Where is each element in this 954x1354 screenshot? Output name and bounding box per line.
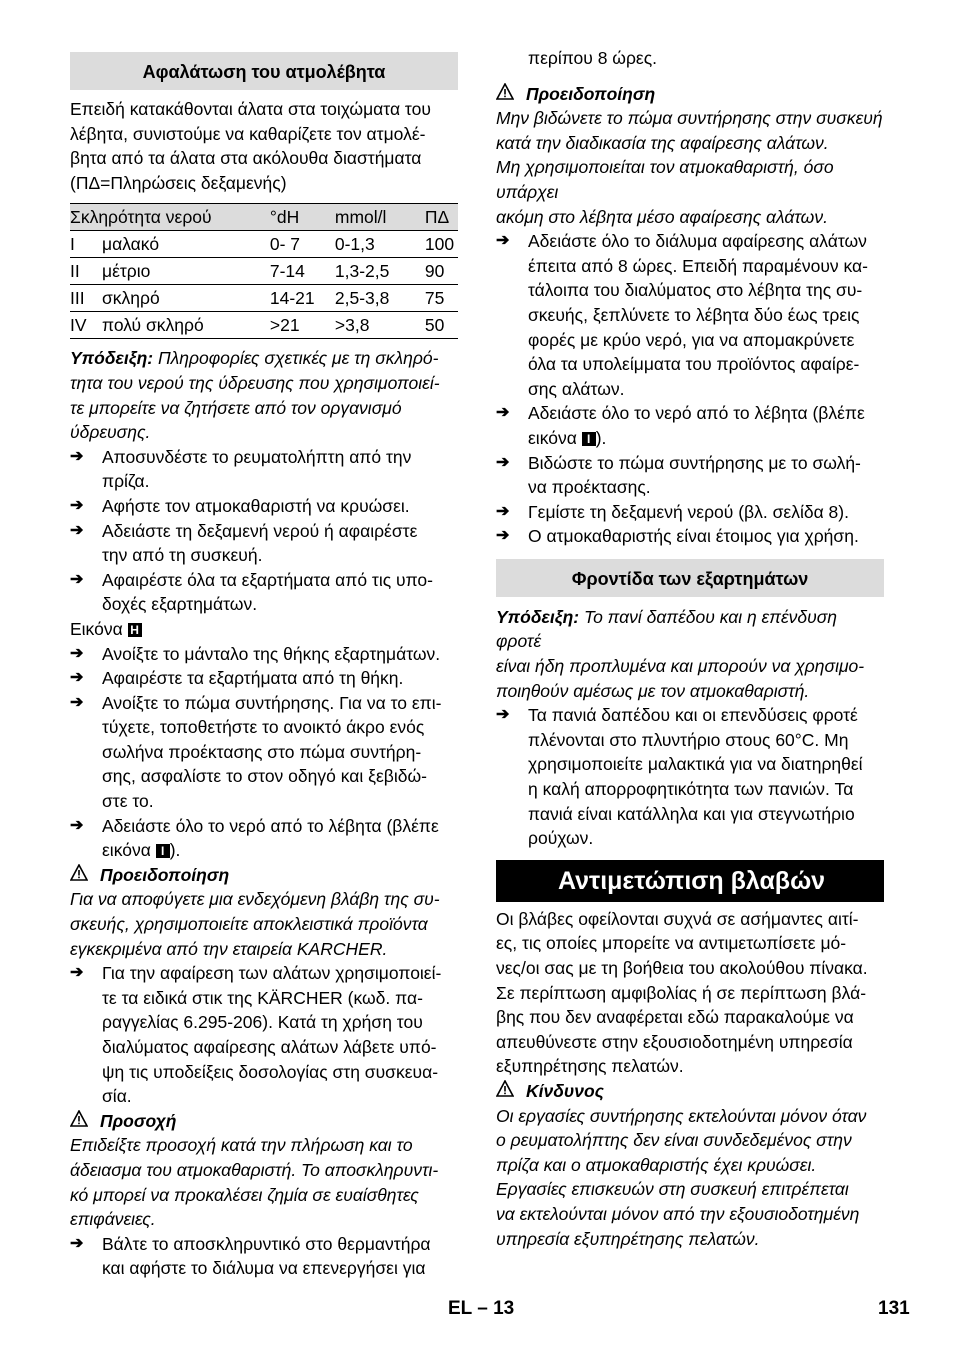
- arrow-right-icon: ➔: [496, 502, 510, 520]
- section-title-descaling: Αφαλάτωση του ατμολέβητα: [70, 52, 458, 90]
- arrow-right-icon: ➔: [70, 496, 84, 514]
- note-line: [496, 605, 884, 654]
- table-row: [70, 285, 458, 312]
- bullet-item: [70, 961, 458, 1109]
- table-header-cell: mmol/l: [335, 204, 425, 231]
- bullet-line: τάλοιπα του διαλύματος στο λέβητα της συ-: [528, 280, 863, 301]
- table-cell: 50: [425, 312, 458, 339]
- left-column: [70, 0, 458, 1281]
- table-cell: I: [70, 231, 102, 258]
- warning-line: Για να αποφύγετε μια ενδεχόμενη βλάβη της συ-: [70, 889, 440, 910]
- arrow-right-icon: ➔: [70, 521, 84, 539]
- bullet-line: πρίζα.: [102, 471, 150, 492]
- drain-text-3: ).: [595, 427, 607, 448]
- bullet-text: [102, 494, 458, 519]
- drain-text: Αδειάστε όλο το νερό από το λέβητα (βλέπε: [528, 403, 865, 424]
- bullet-list-finish: [496, 451, 884, 549]
- bullet-text: [528, 229, 884, 401]
- bullet-item: [496, 703, 884, 851]
- trouble-line: απευθύνεστε στην εξουσιοδοτημένη υπηρεσία: [496, 1031, 853, 1052]
- arrow-right-icon: ➔: [70, 644, 84, 662]
- bullet-line: Βάλτε το αποσκληρυντικό στο θερμαντήρα: [102, 1233, 431, 1254]
- note-text: τητα του νερού της ύδρευσης που χρησιμοποιεί-: [70, 372, 440, 393]
- table-row: [70, 231, 458, 258]
- warning-line: κό μπορεί να προκαλέσει ζημία σε ευαίσθητες: [70, 1184, 419, 1205]
- bullet-text: [102, 666, 458, 691]
- hardness-note: [70, 346, 458, 444]
- bullet-list-preparation: [70, 445, 458, 617]
- warning-line: Επιδείξτε προσοχή κατά την πλήρωση και το: [70, 1135, 413, 1156]
- warning-title: Κίνδυνος: [526, 1080, 604, 1101]
- arrow-right-icon: ➔: [496, 453, 510, 471]
- arrow-right-icon: ➔: [70, 1234, 84, 1252]
- section-title-accessory-care: Φροντίδα των εξαρτημάτων: [496, 559, 884, 597]
- bullet-line: όλα τα υπολείμματα του προϊόντος αφαίρε-: [528, 354, 860, 375]
- bullet-text: [528, 500, 884, 525]
- right-column: [496, 0, 884, 1251]
- continued-text: περίπου 8 ώρες.: [528, 48, 658, 68]
- bullet-line: Ανοίξτε το μάνταλο της θήκης εξαρτημάτων.: [102, 643, 441, 664]
- table-header-cell: ΠΔ: [425, 204, 458, 231]
- bullet-line: να προέκτασης.: [528, 477, 651, 498]
- bullet-text: [102, 568, 458, 617]
- bullet-item: [496, 524, 884, 549]
- bullet-line: σκευής, ξεπλύνετε το λέβητα δύο έως τρεις: [528, 304, 860, 325]
- arrow-right-icon: ➔: [70, 669, 84, 687]
- bullet-line: ρούχων.: [528, 828, 594, 849]
- table-cell: III: [70, 285, 102, 312]
- warning-triangle-icon: [496, 1079, 526, 1104]
- drain-text-3: ).: [169, 840, 181, 861]
- warning-line: σκευής, χρησιμοποιείτε αποκλειστικά προϊόντα: [70, 914, 428, 935]
- note-line: [70, 371, 458, 396]
- bullet-line: Αδειάστε όλο το διάλυμα αφαίρεσης αλάτων: [528, 231, 867, 252]
- footer-language: EL: [448, 1298, 472, 1319]
- arrow-right-icon: ➔: [70, 693, 84, 711]
- drain-text: Αδειάστε όλο το νερό από το λέβητα (βλέπε: [102, 815, 439, 836]
- warning-line: άδειασμα του ατμοκαθαριστή. Το αποσκληρυντι-: [70, 1159, 439, 1180]
- drain-text-2: εικόνα: [528, 427, 582, 448]
- bullet-line: σία.: [102, 1086, 132, 1107]
- bullet-line: τε τα ειδικά στικ της KÄRCHER (κωδ. πα-: [102, 987, 423, 1008]
- troubleshooting-intro: [496, 907, 884, 1079]
- table-cell: 1,3-2,5: [335, 258, 425, 285]
- warning-line: εγκεκριμένα από την εταιρεία KARCHER.: [70, 938, 388, 959]
- arrow-right-icon: ➔: [70, 447, 84, 465]
- trouble-line: εξυπηρέτησης πελατών.: [496, 1056, 684, 1077]
- warning-line: υπηρεσία εξυπηρέτησης πελατών.: [496, 1228, 760, 1249]
- bullet-item: [70, 666, 458, 691]
- warning-line: Οι εργασίες συντήρησης εκτελούνται μόνον όταν: [496, 1105, 867, 1126]
- bullet-line: διαλύματος αφαίρεσης αλάτων λάβετε υπό-: [102, 1037, 437, 1057]
- table-cell: 0-1,3: [335, 231, 425, 258]
- note-line: [70, 396, 458, 421]
- bullet-item: [70, 642, 458, 667]
- bullet-item: [70, 494, 458, 519]
- table-cell: μέτριο: [102, 258, 270, 285]
- arrow-right-icon: ➔: [70, 816, 84, 834]
- note-label: Υπόδειξη:: [70, 348, 154, 369]
- table-row: [70, 258, 458, 285]
- table-cell: 14-21: [270, 285, 335, 312]
- bullet-item: [70, 445, 458, 494]
- bullet-text: [102, 445, 458, 494]
- table-cell: 0- 7: [270, 231, 335, 258]
- trouble-line: Οι βλάβες οφείλονται συχνά σε ασήμαντες αιτί-: [496, 908, 859, 929]
- warning-heading: [496, 1079, 884, 1104]
- bullet-line: σωλήνα προέκτασης στο πώμα συντήρη-: [102, 741, 422, 762]
- bullet-line: Αποσυνδέστε το ρευματολήπτη από την: [102, 446, 412, 467]
- accessory-note: [496, 605, 884, 703]
- bullet-text: [102, 519, 458, 568]
- figure-reference: [70, 617, 458, 642]
- warning-line: Εργασίες επισκευών στη συσκευή επιτρέπεται: [496, 1179, 849, 1200]
- drain-text-2: εικόνα: [102, 840, 156, 861]
- bullet-text: [528, 524, 884, 549]
- bullet-line: πλένονται στο πλυντήριο στους 60°C. Μη: [528, 729, 849, 750]
- bullet-line: στε το.: [102, 791, 154, 812]
- note-line: [496, 679, 884, 704]
- bullet-line: φορές με κρύο νερό, για να απομακρύνετε: [528, 329, 855, 350]
- bullet-text: [102, 1232, 458, 1281]
- warning-title: Προειδοποίηση: [526, 83, 656, 104]
- trouble-line: ες, τις οποίες μπορείτε να αντιμετωπίσετε μό-: [496, 933, 847, 954]
- table-cell: >21: [270, 312, 335, 339]
- note-text: ποιηθούν αμέσως με τον ατμοκαθαριστή.: [496, 680, 810, 701]
- bullet-line: σης αλάτων.: [528, 378, 625, 399]
- warning-block: [70, 863, 458, 961]
- warning-block: [496, 82, 884, 230]
- bullet-text: [102, 961, 458, 1109]
- table-header-row: [70, 204, 458, 231]
- bullet-line: Ο ατμοκαθαριστής είναι έτοιμος για χρήση.: [528, 526, 859, 547]
- bullet-line: Ανοίξτε το πώμα συντήρησης. Για να το επι-: [102, 692, 442, 713]
- arrow-right-icon: ➔: [70, 570, 84, 588]
- bullet-line: πανιά είναι κατάλληλα και για στεγνωτήριο: [528, 803, 855, 824]
- arrow-right-icon: ➔: [496, 404, 510, 422]
- bullet-line: χρησιμοποιείτε μαλακτικά για να διατηρηθεί: [528, 754, 863, 775]
- note-text: Το πανί δαπέδου και η επένδυση φροτέ: [496, 606, 838, 652]
- intro-line: λέβητα, συνιστούμε να καθαρίζετε τον ατμολέ-: [70, 123, 426, 144]
- figure-symbol-h: H: [128, 623, 142, 637]
- table-cell: μαλακό: [102, 231, 270, 258]
- footer-dash: –: [477, 1298, 488, 1319]
- descaling-intro: [70, 97, 458, 195]
- water-hardness-table: [70, 203, 458, 339]
- bullet-descaling-sticks: [70, 961, 458, 1109]
- arrow-right-icon: ➔: [70, 964, 84, 982]
- trouble-line: νες/οι σας με τη βοήθεια του ακολούθου πίνακα.: [496, 958, 868, 978]
- bullet-line: και αφήστε το διάλυμα να επενεργήσει για: [102, 1258, 426, 1279]
- warning-title: Προειδοποίηση: [100, 864, 230, 885]
- table-cell: 2,5-3,8: [335, 285, 425, 312]
- bullet-line: Αφαιρέστε τα εξαρτήματα από τη θήκη.: [102, 668, 404, 689]
- arrow-right-icon: ➔: [496, 527, 510, 545]
- note-text: Πληροφορίες σχετικές με τη σκληρό-: [153, 348, 439, 369]
- bullet-list-accessories: [70, 642, 458, 814]
- warning-triangle-icon: [70, 863, 100, 888]
- bullet-line: Αφαιρέστε όλα τα εξαρτήματα από τις υπο-: [102, 569, 433, 590]
- bullet-item: [496, 451, 884, 500]
- table-row: [70, 312, 458, 339]
- footer-page-in-section: 13: [493, 1298, 515, 1319]
- table-header-cell: Σκληρότητα νερού: [70, 204, 270, 231]
- warning-line: Μη χρησιμοποιείται τον ατμοκαθαριστή, όσο υπάρχει: [496, 157, 834, 202]
- bullet-line: ψη τις υποδείξεις δοσολογίας στη συσκευα-: [102, 1061, 439, 1082]
- table-cell: 7-14: [270, 258, 335, 285]
- note-line: [496, 654, 884, 679]
- arrow-right-icon: ➔: [496, 232, 510, 250]
- bullet-drain-water: [70, 814, 458, 863]
- bullet-fill-descaler: [70, 1232, 458, 1281]
- bullet-line: τύχετε, τοποθετήστε το ανοικτό άκρο ενός: [102, 717, 425, 738]
- warning-triangle-icon: [70, 1109, 100, 1134]
- table-header-cell: °dH: [270, 204, 335, 231]
- note-line: [70, 346, 458, 371]
- table-cell: II: [70, 258, 102, 285]
- warning-heading: [70, 1109, 458, 1134]
- intro-line: Επειδή κατακάθονται άλατα στα τοιχώματα του: [70, 99, 431, 119]
- warning-line: κατά την διαδικασία της αφαίρεσης αλάτων.: [496, 132, 829, 153]
- table-cell: 90: [425, 258, 458, 285]
- bullet-text: [102, 642, 458, 667]
- intro-line: (ΠΔ=Πληρώσεις δεξαμενής): [70, 172, 287, 193]
- warning-triangle-icon: [496, 82, 526, 107]
- figure-label: Εικόνα: [70, 618, 123, 639]
- bullet-line: την από τη συσκευή.: [102, 545, 263, 566]
- table-cell: >3,8: [335, 312, 425, 339]
- bullet-line: Για την αφαίρεση των αλάτων χρησιμοποιεί-: [102, 963, 442, 984]
- figure-symbol-i: I: [156, 844, 170, 858]
- table-cell: IV: [70, 312, 102, 339]
- bullet-line: Αφήστε τον ατμοκαθαριστή να κρυώσει.: [102, 495, 410, 516]
- bullet-text: [528, 703, 884, 851]
- warning-line: ο ρευματολήπτης δεν είναι συνδεδεμένος στην: [496, 1130, 852, 1151]
- danger-block: [496, 1079, 884, 1251]
- warning-line: Μην βιδώνετε το πώμα συντήρησης στην συσκευή: [496, 108, 883, 129]
- table-cell: 75: [425, 285, 458, 312]
- intro-line: βητα από τα άλατα στα ακόλουθα διαστήματα: [70, 148, 422, 169]
- bullet-item: [70, 691, 458, 814]
- note-label: Υπόδειξη:: [496, 606, 580, 627]
- table-cell: σκληρό: [102, 285, 270, 312]
- bullet-line: Γεμίστε τη δεξαμενή νερού (βλ. σελίδα 8).: [528, 501, 849, 522]
- trouble-line: βης που δεν αναφέρεται εδώ παρακαλούμε να: [496, 1007, 854, 1028]
- bullet-text: [102, 691, 458, 814]
- warning-line: πρίζα και ο ατμοκαθαριστής έχει κρυώσει.: [496, 1154, 817, 1175]
- note-text: ύδρευσης.: [70, 422, 151, 443]
- bullet-item: [496, 500, 884, 525]
- bullet-drain-water: [496, 401, 884, 450]
- warning-heading: [70, 863, 458, 888]
- bullet-line: έπειτα από 8 ώρες. Επειδή παραμένουν κα-: [528, 255, 868, 276]
- figure-symbol-i: I: [582, 432, 596, 446]
- bullet-line: σης, ασφαλίστε το στον οδηγό και ξεβιδώ-: [102, 766, 427, 787]
- troubleshooting-title: Αντιμετώπιση βλαβών: [496, 860, 884, 902]
- warning-line: επιφάνειες.: [70, 1209, 156, 1230]
- bullet-line: δοχές εξαρτημάτων.: [102, 594, 258, 615]
- bullet-drain-solution: [496, 229, 884, 401]
- bullet-washing-cloths: [496, 703, 884, 851]
- bullet-line: η καλή απορροφητικότητα των πανιών. Τα: [528, 779, 854, 800]
- warning-line: να εκτελούνται μόνον από την εξουσιοδοτημένη: [496, 1203, 860, 1224]
- table-cell: 100: [425, 231, 458, 258]
- bullet-line: Αδειάστε τη δεξαμενή νερού ή αφαιρέστε: [102, 520, 418, 541]
- bullet-line: Τα πανιά δαπέδου και οι επενδύσεις φροτέ: [528, 705, 858, 726]
- page-number: 131: [878, 1298, 910, 1319]
- bullet-line: ραγγελίας 6.295-206). Κατά τη χρήση του: [102, 1012, 423, 1033]
- bullet-line: Βιδώστε το πώμα συντήρησης με το σωλή-: [528, 452, 861, 473]
- arrow-right-icon: ➔: [496, 706, 510, 724]
- warning-line: ακόμη στο λέβητα μέσο αφαίρεσης αλάτων.: [496, 206, 828, 227]
- note-text: τε μπορείτε να ζητήσετε από τον οργανισμό: [70, 397, 402, 418]
- warning-heading: [496, 82, 884, 107]
- bullet-item: [70, 568, 458, 617]
- footer-section-page: [448, 1298, 514, 1320]
- note-text: είναι ήδη προπλυμένα και μπορούν να χρησιμο-: [496, 656, 865, 677]
- caution-block: [70, 1109, 458, 1232]
- table-cell: πολύ σκληρό: [102, 312, 270, 339]
- bullet-item: [496, 229, 884, 401]
- bullet-item: [70, 519, 458, 568]
- bullet-text: [528, 451, 884, 500]
- trouble-line: Σε περίπτωση αμφιβολίας ή σε περίπτωση βλά-: [496, 982, 867, 1003]
- note-line: [70, 420, 458, 445]
- warning-title: Προσοχή: [100, 1110, 177, 1131]
- bullet-item: [70, 1232, 458, 1281]
